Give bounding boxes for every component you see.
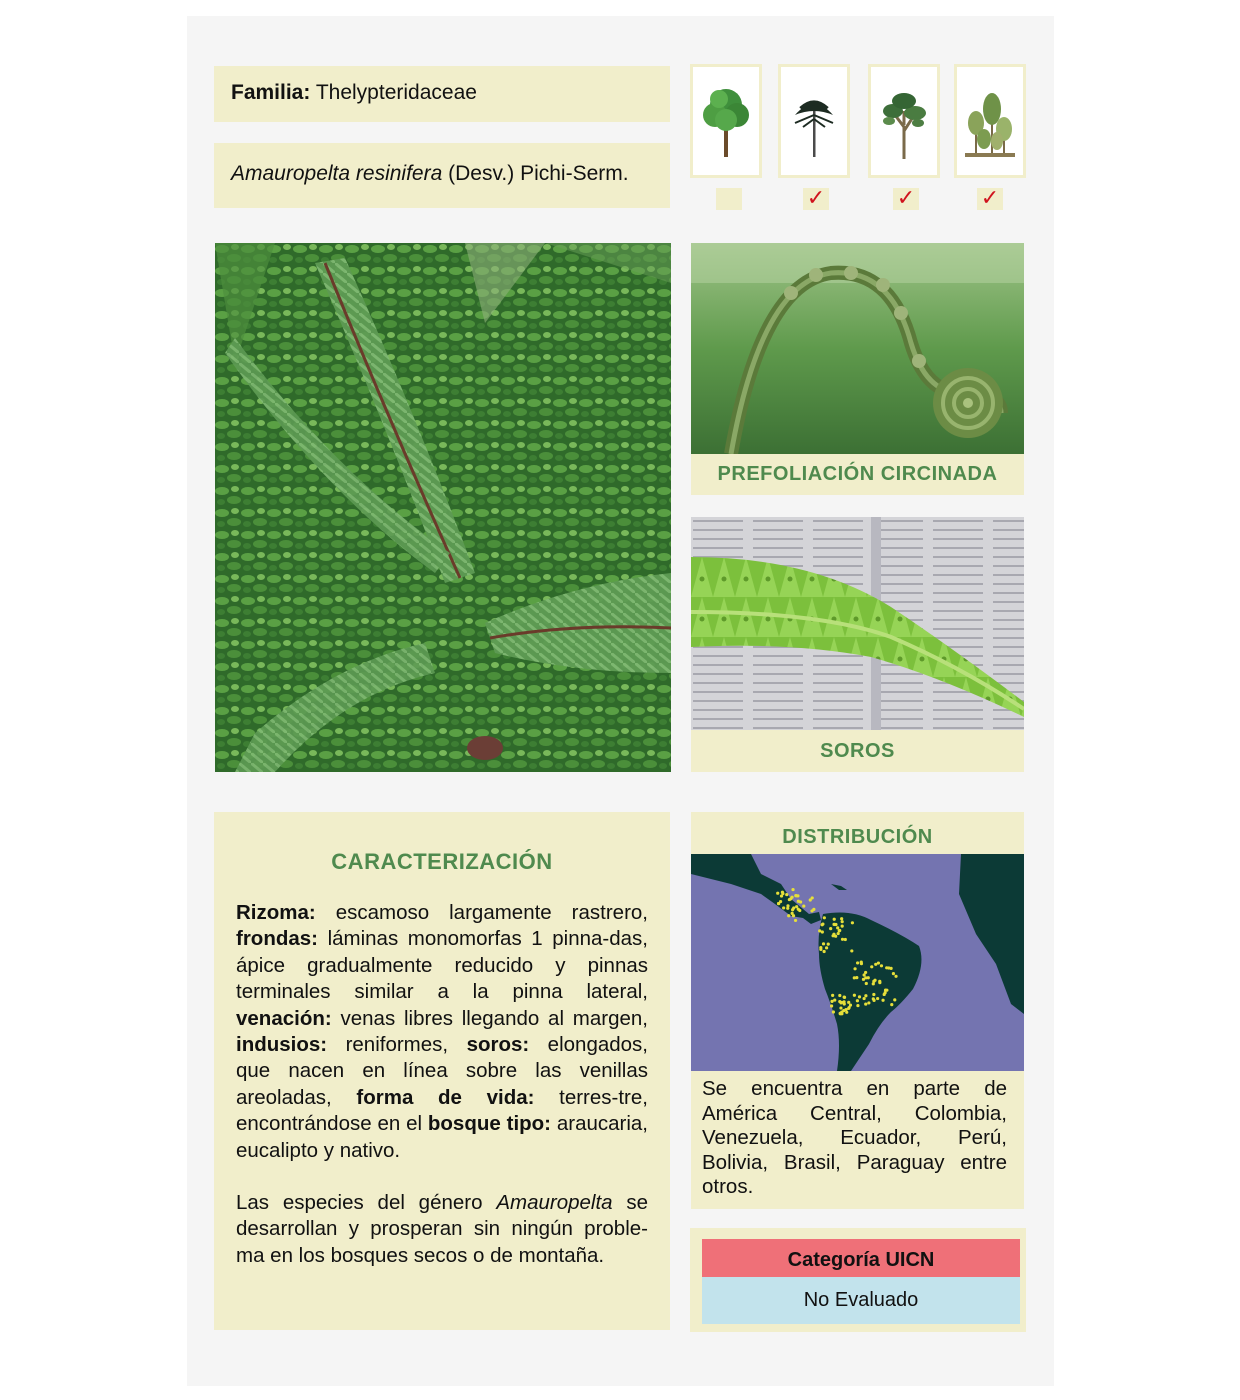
family-label: Familia: [231, 81, 311, 104]
occurrence-dot [791, 888, 794, 891]
occurrence-dot [833, 923, 836, 926]
p2-genus: Amauropelta [496, 1191, 613, 1215]
occurrence-dot [880, 964, 883, 967]
occurrence-dot [798, 909, 801, 912]
native-forest-icon [957, 67, 1023, 175]
occurrence-dot [876, 997, 879, 1000]
characterization-box [214, 812, 670, 1330]
occurrence-dot [894, 975, 897, 978]
term-description: láminas monomorfas 1 pinna-das, ápice gradualmente reducido y pinnas terminales similar a la pinna lateral, [236, 927, 648, 1004]
occurrence-dot [847, 1007, 850, 1010]
occurrence-dot [786, 907, 789, 910]
occurrence-dot [865, 982, 868, 985]
occurrence-dot [856, 999, 859, 1002]
occurrence-dot [840, 917, 843, 920]
occurrence-dot [873, 979, 876, 982]
habitat-check-native: ✓ [977, 188, 1003, 210]
occurrence-dot [860, 960, 863, 963]
occurrence-dot [853, 967, 856, 970]
occurrence-dot [844, 938, 847, 941]
occurrence-dot [781, 891, 784, 894]
occurrence-dot [821, 922, 824, 925]
occurrence-dot [856, 1004, 859, 1007]
habitat-card-broadleaf [690, 64, 762, 178]
term-description: venas libres llegando al margen, [331, 1006, 648, 1030]
fern-main-photo [215, 243, 671, 772]
occurrence-dot [838, 929, 841, 932]
occurrence-dot [787, 914, 790, 917]
soros-photo [691, 517, 1024, 730]
occurrence-dot [841, 925, 844, 928]
occurrence-dot [792, 914, 795, 917]
species-author: (Desv.) Pichi-Serm. [448, 162, 629, 185]
term-description: araucaria, eucalipto y nativo. [236, 1112, 649, 1162]
distribution-title: DISTRIBUCIÓN [782, 826, 933, 848]
characterization-text [236, 900, 648, 1295]
characterization-paragraph-1 [236, 900, 648, 1164]
occurrence-dot [841, 920, 844, 923]
occurrence-dot [827, 943, 830, 946]
broadleaf-tree-icon [693, 67, 759, 175]
occurrence-dot [776, 892, 779, 895]
occurrence-dot [829, 927, 832, 930]
occurrence-dot [892, 972, 895, 975]
occurrence-dot [830, 1004, 833, 1007]
occurrence-dot [839, 1001, 842, 1004]
occurrence-dot [849, 1003, 852, 1006]
occurrence-dot [831, 934, 834, 937]
occurrence-dot [874, 963, 877, 966]
species-name: Amauropelta resinifera [231, 162, 443, 185]
habitat-card-native [954, 64, 1026, 178]
occurrence-dot [867, 1001, 870, 1004]
term-description: reniformes, [327, 1033, 467, 1057]
iucn-category-value: No Evaluado [702, 1277, 1020, 1324]
occurrence-dot [823, 950, 826, 953]
occurrence-dot [863, 997, 866, 1000]
occurrence-dot [811, 896, 814, 899]
occurrence-dot [822, 942, 825, 945]
prefoliation-caption: PREFOLIACIÓN CIRCINADA [691, 454, 1024, 495]
occurrence-dot [832, 1010, 835, 1013]
occurrence-dot [872, 999, 875, 1002]
habitat-card-araucaria [778, 64, 850, 178]
prefoliation-photo [691, 243, 1024, 454]
occurrence-dot [836, 926, 839, 929]
distribution-text: Se encuentra en parte de América Central, Colombia, Venezuela, Ecuador, Perú, Bolivia, Brasil, Paraguay entre otros. [702, 1077, 1007, 1199]
habitat-card-eucalyptus [868, 64, 940, 178]
occurrence-dot [785, 893, 788, 896]
occurrence-dot [782, 906, 785, 909]
occurrence-dot [796, 894, 799, 897]
occurrence-dot [890, 1003, 893, 1006]
occurrence-dot [839, 1012, 842, 1015]
occurrence-dot [794, 919, 797, 922]
occurrence-dot [841, 938, 844, 941]
term-description: escamoso largamente rastrero, [315, 901, 648, 924]
occurrence-dot [870, 965, 873, 968]
occurrence-dot [847, 1001, 850, 1004]
occurrence-dot [855, 976, 858, 979]
occurrence-dot [780, 894, 783, 897]
term-label: soros: [466, 1033, 530, 1057]
occurrence-dot [864, 994, 867, 997]
occurrence-dot [810, 909, 813, 912]
occurrence-dot [887, 966, 890, 969]
occurrence-dot [792, 906, 795, 909]
occurrence-dot [839, 1006, 842, 1009]
habitat-check-eucalyptus: ✓ [893, 188, 919, 210]
term-description: elongados, que nacen en línea sobre las venillas areoladas, [236, 1033, 648, 1109]
habitat-check-broadleaf [716, 188, 742, 210]
occurrence-dot [872, 993, 875, 996]
iucn-box [690, 1228, 1026, 1332]
term-label: indusios: [236, 1033, 328, 1057]
occurrence-dot [856, 961, 859, 964]
p2-before: Las especies del género [236, 1191, 497, 1215]
occurrence-dot [878, 981, 881, 984]
term-label: bosque tipo: [427, 1112, 552, 1136]
occurrence-dot [842, 1000, 845, 1003]
p2-after: se desarrollan y prosperan sin ningún proble-ma en los bosques secos o de montaña. [236, 1191, 648, 1267]
occurrence-dot [818, 929, 821, 932]
term-label: forma de vida: [356, 1085, 535, 1109]
term-label: venación: [236, 1006, 332, 1030]
occurrence-dot [833, 918, 836, 921]
family-value: Thelypteridaceae [315, 81, 477, 104]
occurrence-dot [843, 996, 846, 999]
occurrence-dot [838, 994, 841, 997]
characterization-title: CARACTERIZACIÓN [331, 849, 553, 874]
characterization-paragraph-2 [236, 1190, 648, 1269]
iucn-category-label: Categoría UICN [702, 1239, 1020, 1277]
occurrence-dot [863, 973, 866, 976]
occurrence-dot [831, 994, 834, 997]
araucaria-tree-icon [781, 67, 847, 175]
occurrence-dot [864, 976, 867, 979]
term-label: frondas: [236, 927, 318, 951]
occurrence-dot [851, 921, 854, 924]
habitat-check-araucaria: ✓ [803, 188, 829, 210]
occurrence-dot [790, 896, 793, 899]
occurrence-dot [858, 995, 861, 998]
occurrence-dot [850, 949, 853, 952]
distribution-map [691, 854, 1024, 1071]
occurrence-dot [837, 932, 840, 935]
eucalyptus-tree-icon [871, 67, 937, 175]
occurrence-dot [853, 994, 856, 997]
occurrence-dot [884, 989, 887, 992]
term-label: Rizoma: [236, 901, 316, 924]
occurrence-dot [819, 948, 822, 951]
term-description: terres-tre, encontrándose en el [236, 1085, 648, 1136]
distribution-box [691, 812, 1024, 1209]
occurrence-dot [830, 1000, 833, 1003]
occurrence-dot [823, 916, 826, 919]
occurrence-dot [864, 1002, 867, 1005]
occurrence-dot [881, 999, 884, 1002]
species-box [214, 143, 670, 208]
occurrence-dot [893, 998, 896, 1001]
occurrence-dot [825, 946, 828, 949]
family-box [214, 66, 670, 122]
occurrence-dot [802, 904, 805, 907]
soros-caption: SOROS [691, 730, 1024, 772]
occurrence-dot [777, 902, 780, 905]
occurrence-dot [797, 900, 800, 903]
